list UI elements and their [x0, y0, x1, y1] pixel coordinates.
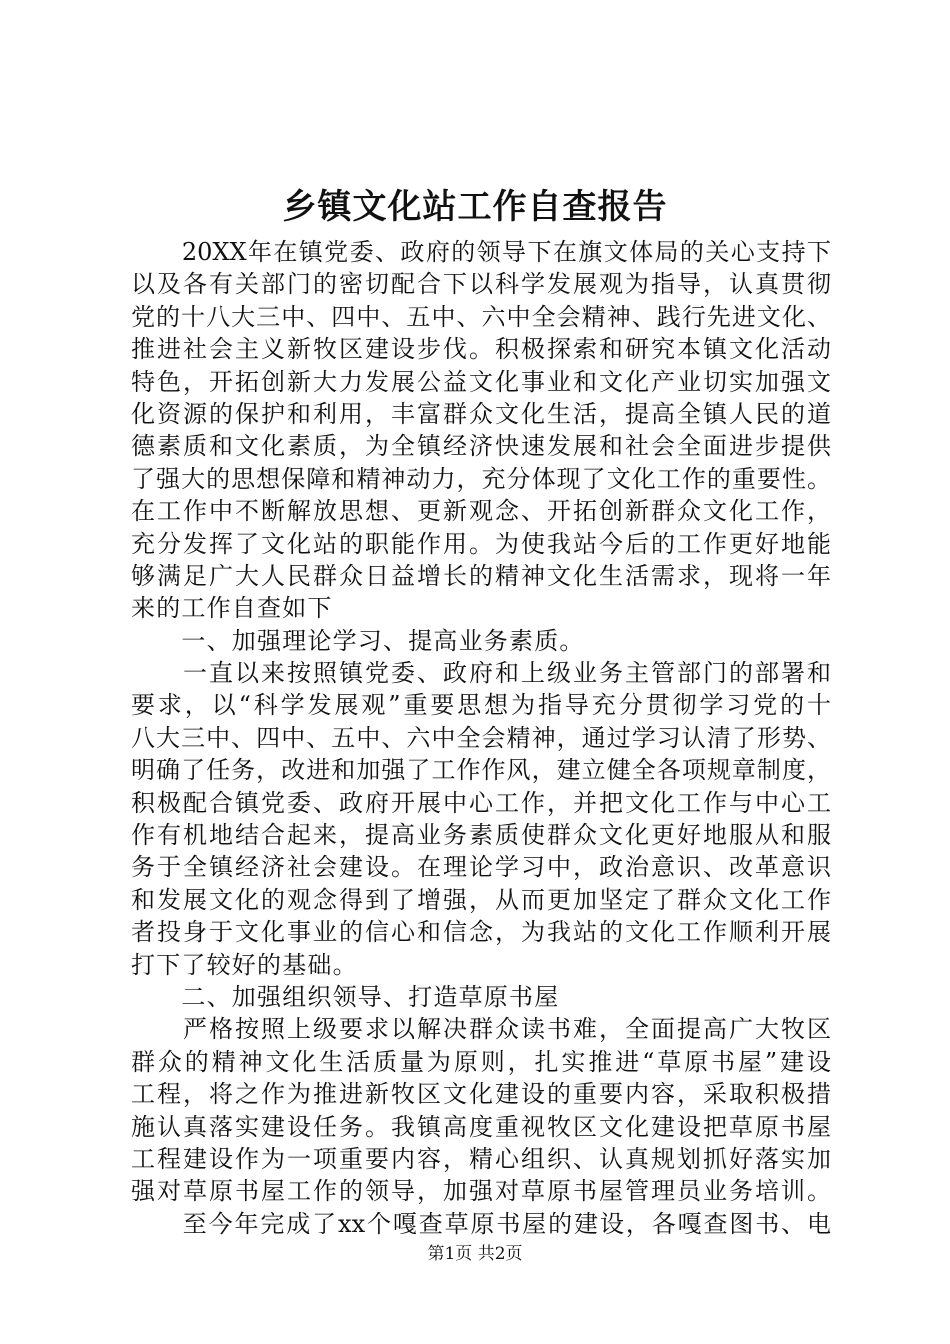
body-line: 施认真落实建设任务。我镇高度重视牧区文化建设把草原书屋	[131, 1112, 831, 1141]
body-line: 特色，开拓创新大力发展公益文化事业和文化产业切实加强文	[131, 367, 831, 396]
body-line: 一、加强理论学习、提高业务素质。	[131, 626, 585, 655]
body-line: 群众的精神文化生活质量为原则，扎实推进“草原书屋”建设	[131, 1047, 831, 1076]
document-title: 乡镇文化站工作自查报告	[282, 187, 668, 227]
body-line: 党的十八大三中、四中、五中、六中全会精神、践行先进文化、	[131, 302, 831, 331]
body-line: 推进社会主义新牧区建设步伐。积极探索和研究本镇文化活动	[131, 335, 831, 364]
body-line: 至今年完成了xx个嘎查草原书屋的建设，各嘎查图书、电	[131, 1209, 831, 1238]
body-line: 作有机地结合起来，提高业务素质使群众文化更好地服从和服	[131, 821, 831, 850]
body-line: 化资源的保护和利用，丰富群众文化生活，提高全镇人民的道	[131, 399, 831, 428]
body-line: 要求，以“科学发展观”重要思想为指导充分贯彻学习党的十	[131, 691, 831, 720]
body-line: 以及各有关部门的密切配合下以科学发展观为指导，认真贯彻	[131, 270, 831, 299]
body-line: 明确了任务，改进和加强了工作作风，建立健全各项规章制度，	[131, 756, 831, 785]
body-line: 德素质和文化素质，为全镇经济快速发展和社会全面进步提供	[131, 432, 831, 461]
page-footer: 第1页 共2页	[427, 1244, 523, 1264]
body-line: 够满足广大人民群众日益增长的精神文化生活需求，现将一年	[131, 561, 831, 590]
body-line: 一直以来按照镇党委、政府和上级业务主管部门的部署和	[131, 659, 831, 688]
body-line: 积极配合镇党委、政府开展中心工作，并把文化工作与中心工	[131, 788, 831, 817]
body-line: 强对草原书屋工作的领导，加强对草原书屋管理员业务培训。	[131, 1177, 831, 1206]
document-body	[131, 236, 831, 1240]
body-line: 严格按照上级要求以解决群众读书难，全面提高广大牧区	[131, 1015, 831, 1044]
body-line: 20XX年在镇党委、政府的领导下在旗文体局的关心支持下	[131, 238, 831, 266]
body-line: 在工作中不断解放思想、更新观念、开拓创新群众文化工作，	[131, 497, 831, 526]
body-line: 务于全镇经济社会建设。在理论学习中，政治意识、改革意识	[131, 853, 831, 882]
body-line: 工程建设作为一项重要内容，精心组织、认真规划抓好落实加	[131, 1144, 831, 1173]
body-line: 者投身于文化事业的信心和信念，为我站的文化工作顺利开展	[131, 918, 831, 947]
body-line: 了强大的思想保障和精神动力，充分体现了文化工作的重要性。	[131, 464, 831, 493]
body-line: 充分发挥了文化站的职能作用。为使我站今后的工作更好地能	[131, 529, 831, 558]
body-line: 和发展文化的观念得到了增强，从而更加坚定了群众文化工作	[131, 885, 831, 914]
body-line: 打下了较好的基础。	[131, 950, 358, 979]
body-line: 来的工作自查如下	[131, 594, 333, 623]
body-line: 八大三中、四中、五中、六中全会精神，通过学习认清了形势、	[131, 723, 831, 752]
body-line: 工程，将之作为推进新牧区文化建设的重要内容，采取积极措	[131, 1080, 831, 1109]
body-line: 二、加强组织领导、打造草原书屋	[131, 982, 560, 1011]
